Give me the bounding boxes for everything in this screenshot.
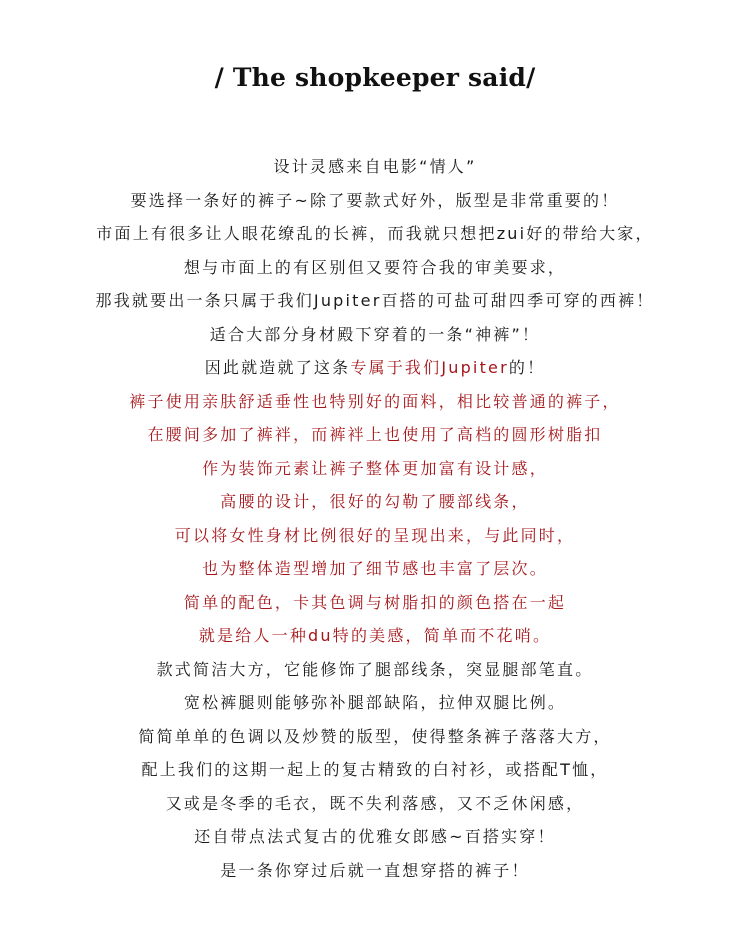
text-line-mixed — [0, 351, 750, 385]
text-line: 是一条你穿过后就一直想穿搭的裤子！ — [220, 860, 530, 880]
text-line: 简简单单的色调以及炒赞的版型，使得整条裤子落落大方， — [138, 726, 612, 746]
highlight-text-line: 裤子使用亲肤舒适垂性也特别好的面料，相比较普通的裤子， — [129, 391, 621, 411]
text-line: 要选择一条好的裤子~除了要款式好外，版型是非常重要的！ — [130, 190, 620, 210]
highlight-text-line: 在腰间多加了裤袢，而裤袢上也使用了高档的圆形树脂扣 — [147, 425, 603, 444]
highlight-text-segment: 专属于我们Jupiter — [350, 358, 509, 377]
text-line: 想与市面上的有区别但又要符合我的审美要求， — [183, 257, 567, 277]
text-line: 款式简洁大方，它能修饰了腿部线条，突显腿部笔直。 — [156, 659, 594, 679]
highlight-text-line: 简单的配色，卡其色调与树脂扣的颜色搭在一起 — [183, 592, 567, 612]
text-segment: 的！ — [508, 358, 546, 377]
text-line: 宽松裤腿则能够弥补腿部缺陷，拉伸双腿比例。 — [183, 693, 567, 712]
text-line: 那我就要出一条只属于我们Jupiter百搭的可盐可甜四季可穿的西裤！ — [95, 291, 655, 310]
text-segment: 因此就造就了这条 — [204, 358, 351, 377]
text-line: 适合大部分身材殿下穿着的一条“神裤”！ — [209, 324, 541, 344]
text-line: 还自带点法式复古的优雅女郎感~百搭实穿！ — [194, 827, 556, 846]
text-line: 市面上有很多让人眼花缭乱的长裤，而我就只想把zui好的带给大家， — [96, 224, 654, 243]
text-line: 设计灵感来自电影“情人” — [273, 157, 477, 176]
highlight-text-line: 也为整体造型增加了细节感也丰富了层次。 — [202, 559, 548, 578]
description-text-block — [0, 150, 750, 887]
section-heading: / The shopkeeper said/ — [214, 63, 536, 92]
highlight-text-line: 可以将女性身材比例很好的呈现出来，与此同时， — [174, 525, 576, 545]
text-line: 又或是冬季的毛衣，既不失利落感，又不乏休闲感， — [165, 793, 585, 813]
highlight-text-line: 作为装饰元素让裤子整体更加富有设计感， — [202, 458, 548, 478]
highlight-text-line: 就是给人一种du特的美感，简单而不花哨。 — [198, 626, 552, 645]
text-line: 配上我们的这期一起上的复古精致的白衬衫，或搭配T恤， — [141, 760, 609, 779]
highlight-text-line: 高腰的设计，很好的勾勒了腰部线条， — [220, 492, 530, 511]
